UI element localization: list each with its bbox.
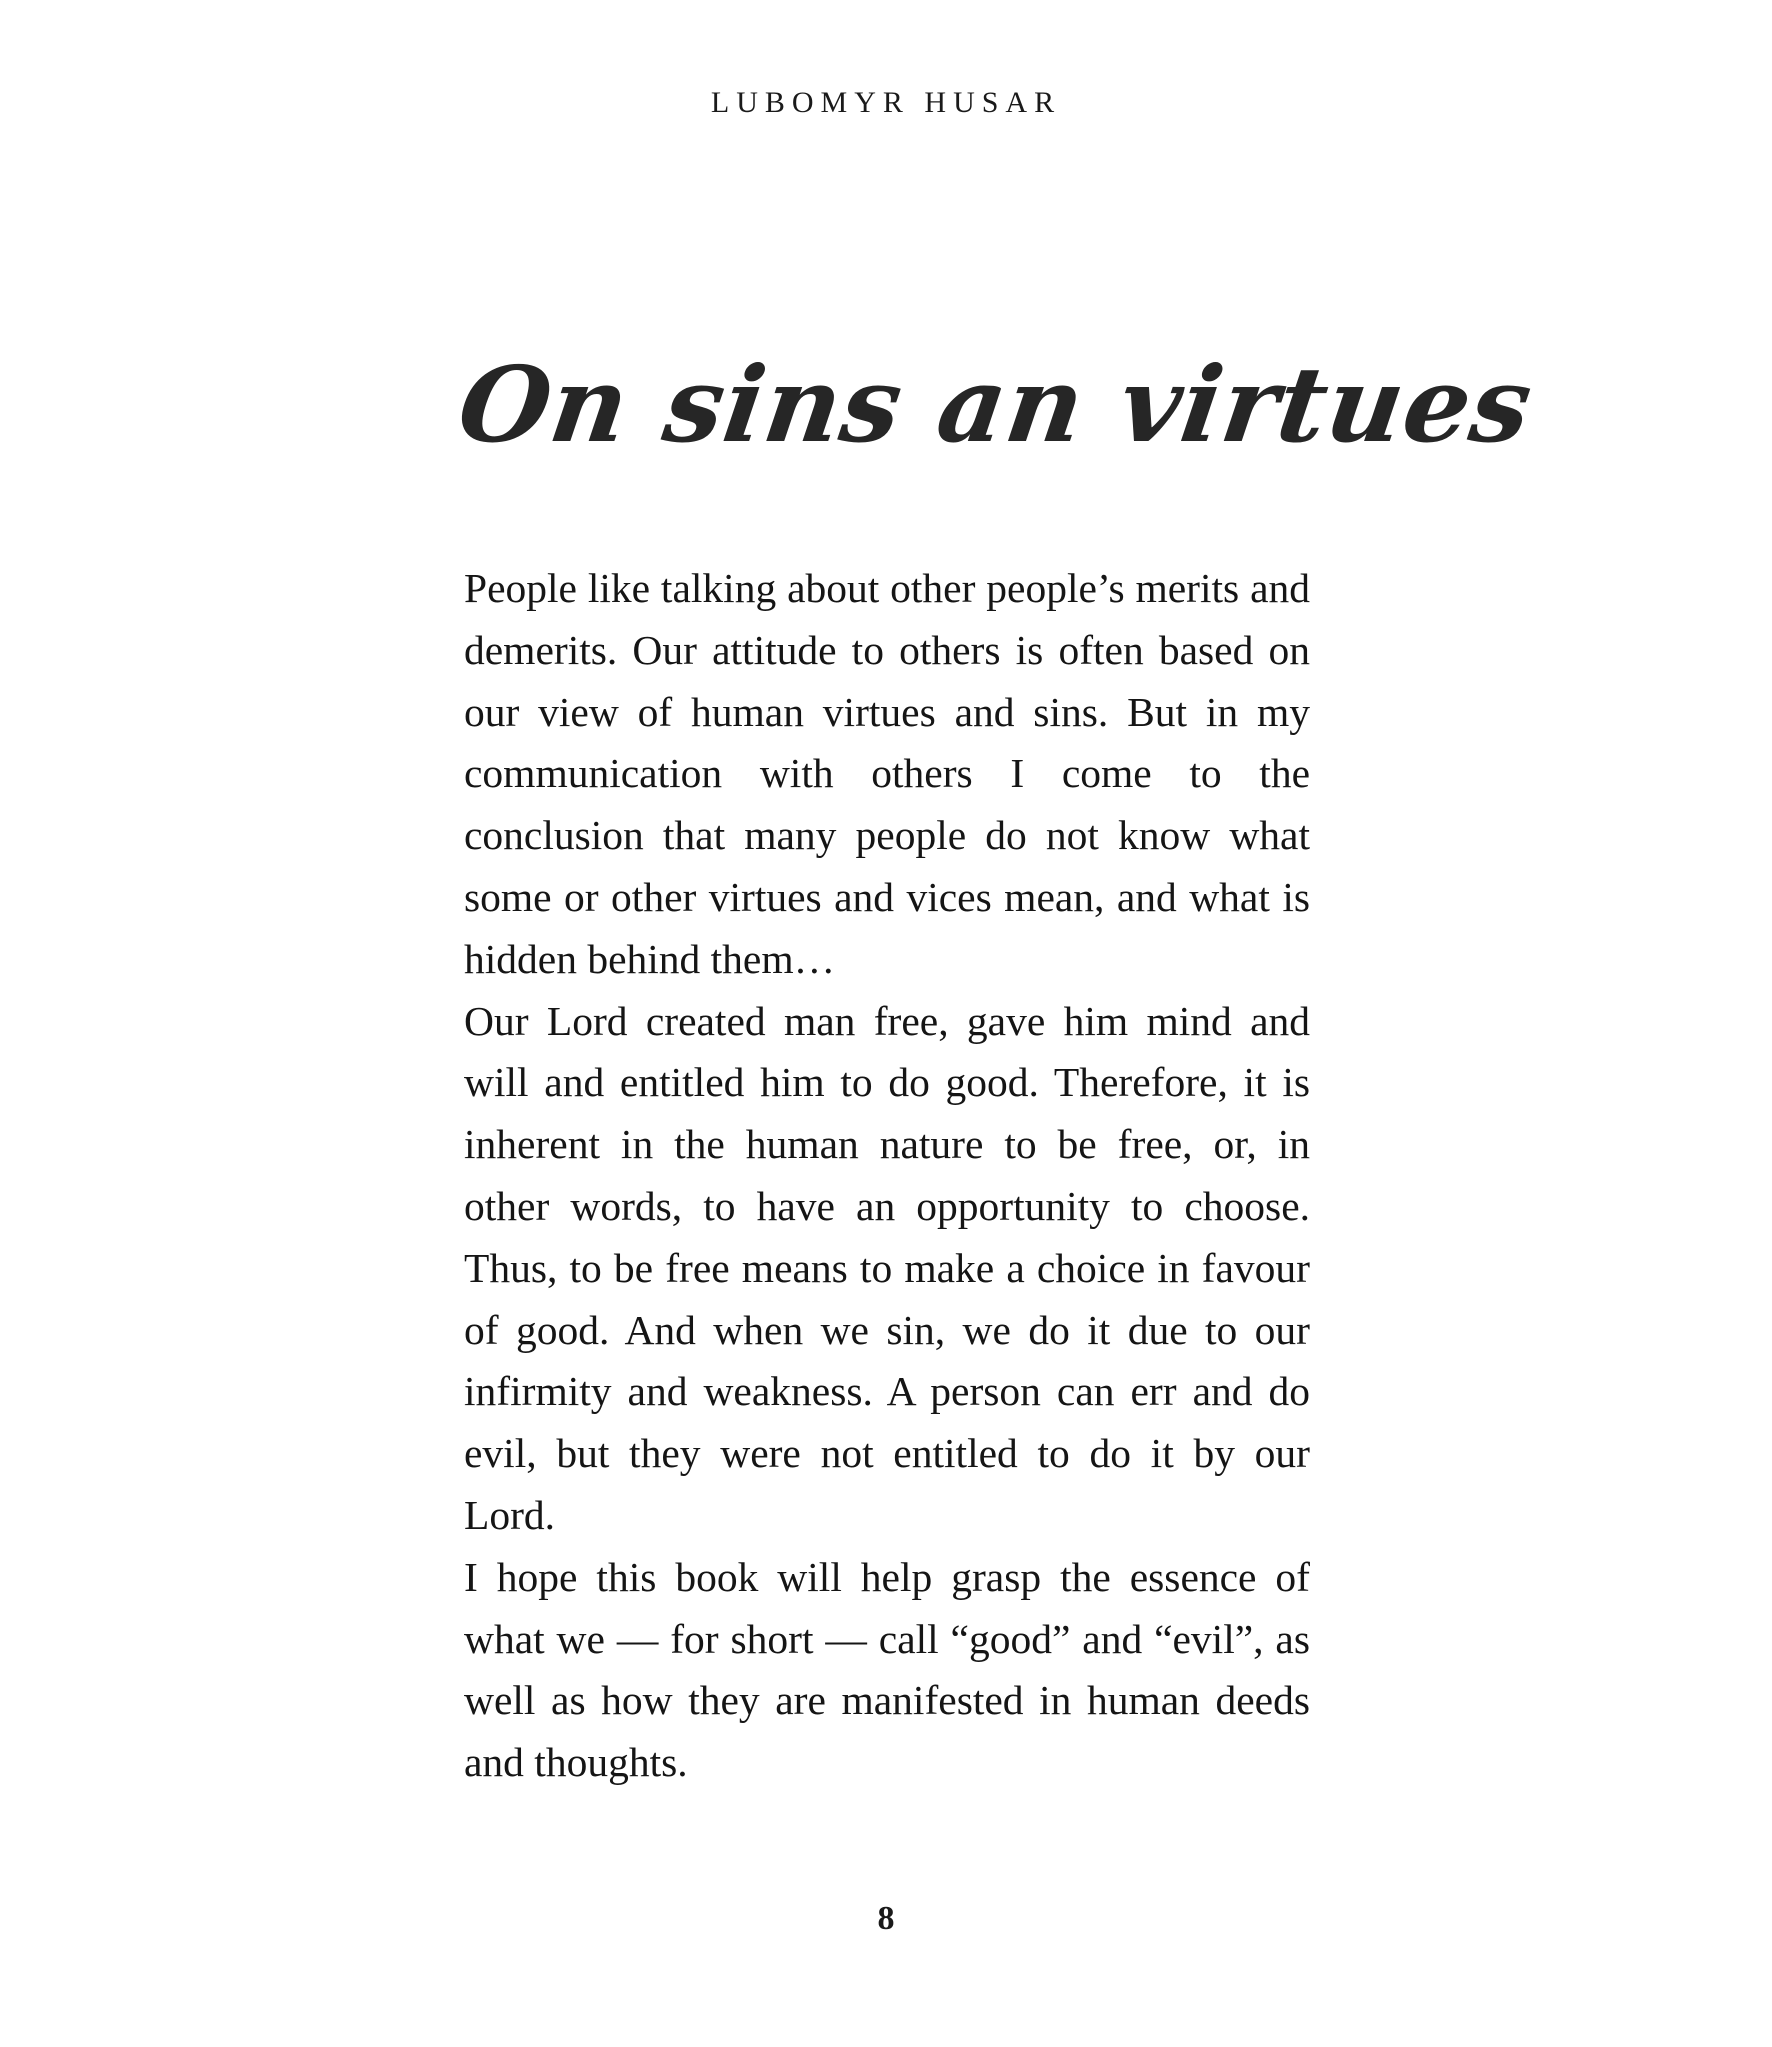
page-number: 8: [877, 1900, 895, 1937]
paragraph-2: Our Lord created man free, gave him mind and will and entitled him to do good. Therefore, it is inherent in the human nature to be free, or, in other words, to have an opportunity to choose. Thus, to be free means to make a choice in favour of good. And when we sin, we do it due to our infirmity and weakness. A person can err and do evil, but they were not entitled to do it by our Lord.: [464, 997, 1310, 1538]
body-text: [464, 558, 1310, 1794]
running-header-author: LUBOMYR HUSAR: [710, 86, 1062, 119]
paragraph-3: I hope this book will help grasp the essence of what we — for short — call “good” and “evil”, as well as how they are manifested in human deeds and thoughts.: [464, 1553, 1310, 1786]
chapter-title: On sins an virtues: [451, 343, 1540, 466]
paragraph-1: People like talking about other people’s merits and demerits. Our attitude to others is often based on our view of human virtues and sins. But in my communication with others I come to the conclusion that many people do not know what some or other virtues and vices mean, and what is hidden behind them…: [464, 565, 1310, 982]
